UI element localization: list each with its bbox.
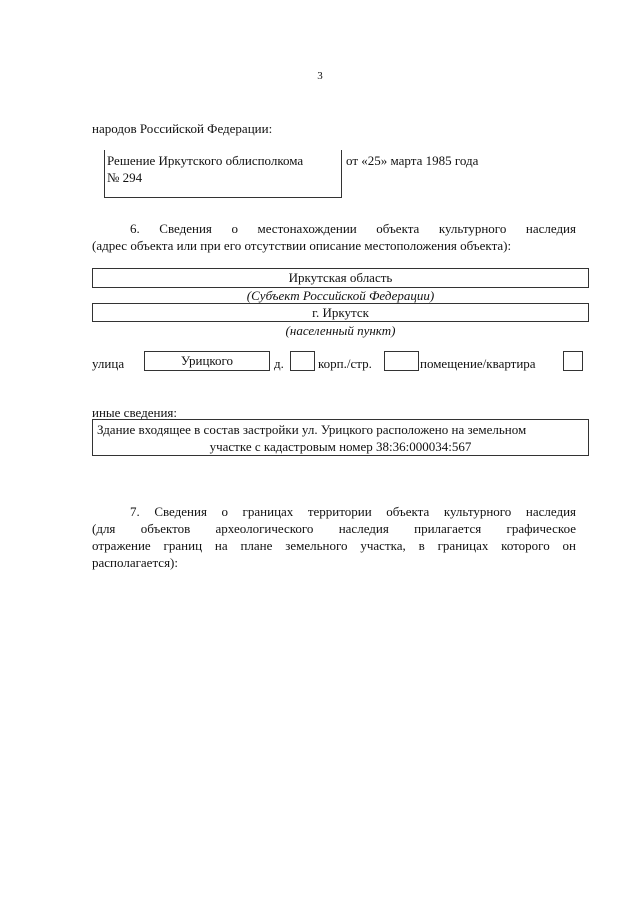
- decision-box: [104, 150, 342, 198]
- apartment-label: помещение/квартира: [420, 356, 536, 371]
- other-info-line1: Здание входящее в состав застройки ул. Урицкого расположено на земельном: [97, 422, 527, 437]
- street-field: [144, 351, 270, 371]
- decision-box-line1: Решение Иркутского облисполкома: [107, 153, 304, 168]
- region-value: Иркутская область: [288, 270, 393, 285]
- section7-line4: располагается):: [92, 555, 178, 570]
- locality-caption: (населенный пункт): [285, 323, 396, 338]
- locality-value: г. Иркутск: [312, 305, 369, 320]
- section6-line2: (адрес объекта или при его отсутствии описание местоположения объекта):: [92, 238, 512, 253]
- street-label: улица: [92, 356, 125, 371]
- other-info-label: иные сведения:: [92, 405, 177, 420]
- street-value: Урицкого: [180, 353, 234, 368]
- house-field: [290, 351, 315, 371]
- region-caption: (Субъект Российской Федерации): [246, 288, 435, 303]
- building-field: [384, 351, 419, 371]
- region-field: [92, 268, 589, 288]
- other-info-box: [92, 419, 589, 456]
- decision-box-line2: № 294: [107, 170, 143, 185]
- apartment-field: [563, 351, 583, 371]
- section7-line2: (для объектов археологического наследия прилагается графическое: [92, 521, 576, 536]
- building-label: корп./стр.: [318, 356, 372, 371]
- page-number: 3: [317, 70, 323, 82]
- section7-line3: отражение границ на плане земельного участка, в границах которого он: [92, 538, 576, 553]
- locality-field: [92, 303, 589, 322]
- section6-line1: 6. Сведения о местонахождении объекта культурного наследия: [130, 221, 576, 236]
- other-info-line2: участке с кадастровым номер 38:36:000034:567: [209, 439, 472, 454]
- decision-date: от «25» марта 1985 года: [346, 153, 479, 168]
- house-label: д.: [274, 356, 284, 371]
- intro-line: народов Российской Федерации:: [92, 121, 273, 136]
- section7-line1: 7. Сведения о границах территории объекта культурного наследия: [130, 504, 576, 519]
